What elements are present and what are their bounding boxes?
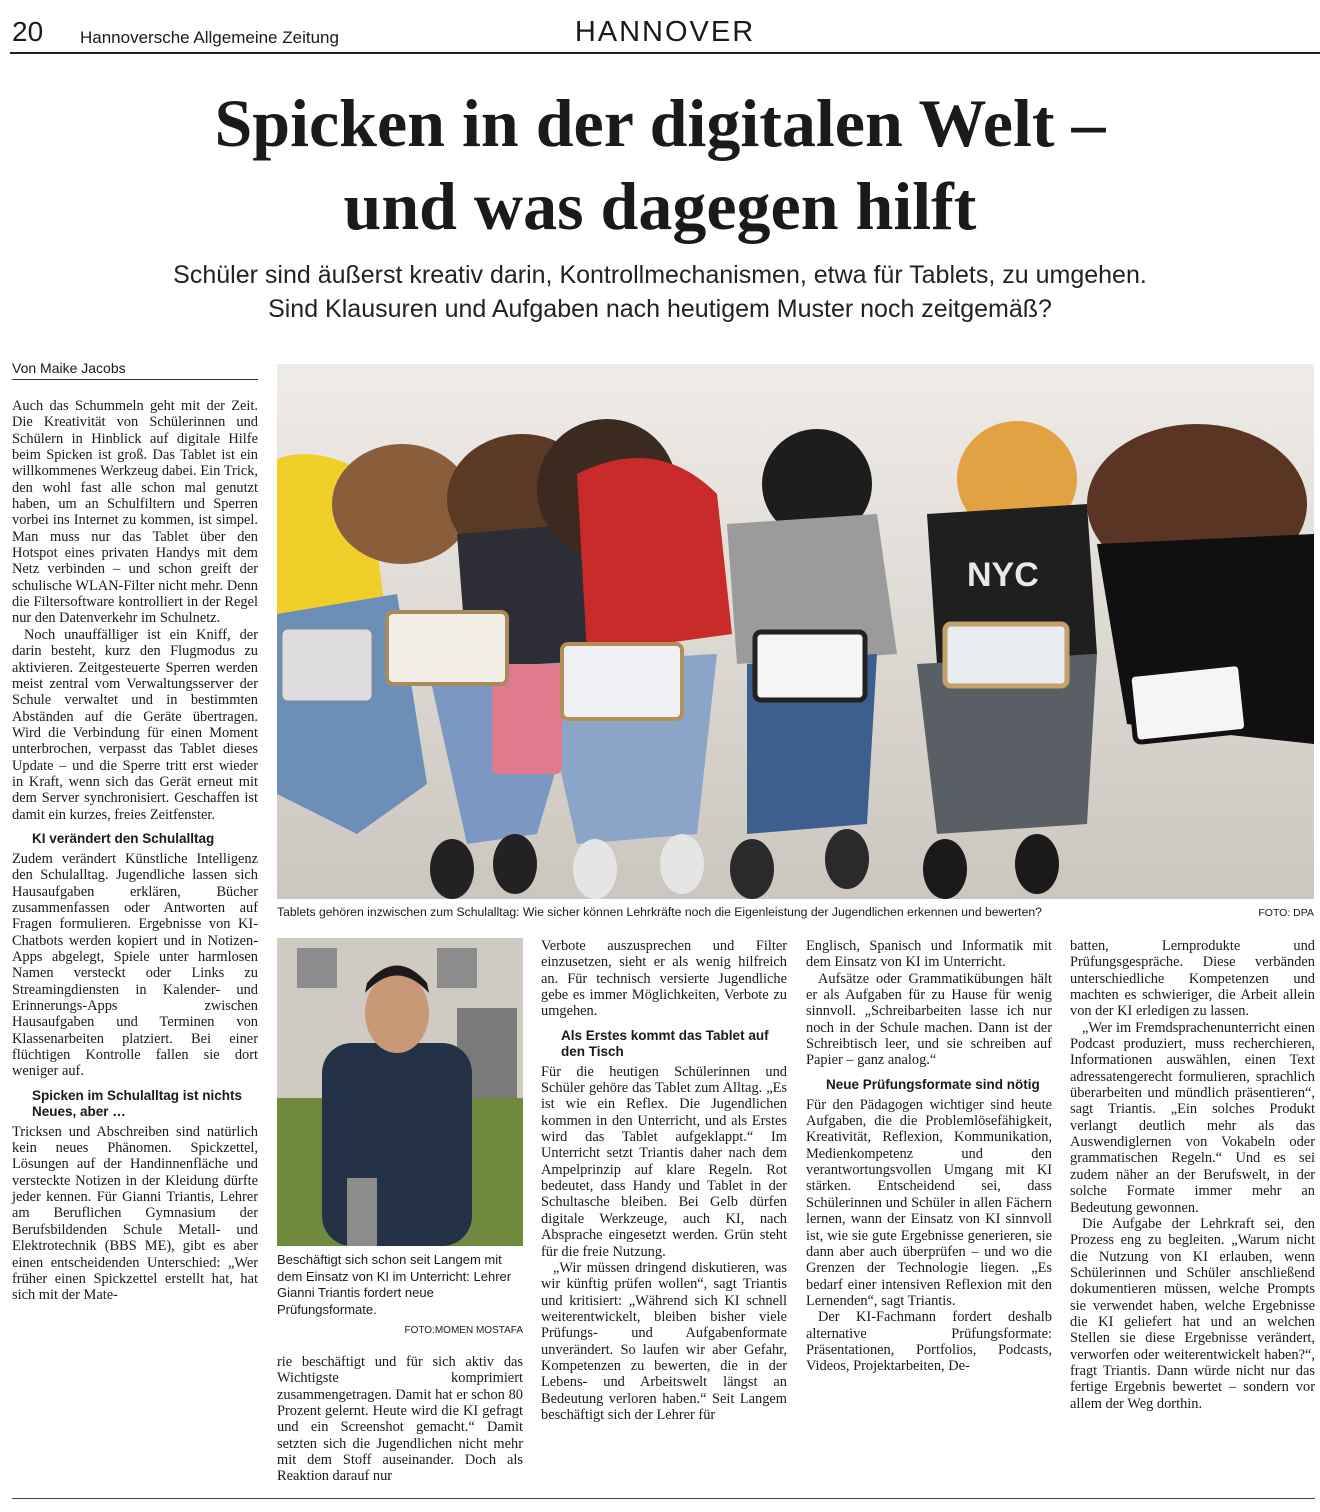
hero-photo-caption: Tablets gehören inzwischen zum Schulalltag: Wie sicher können Lehrkräfte noch die Eigenleistung der Jugendlichen erkennen und bewerten? [277, 905, 1042, 919]
subheading: Neue Prüfungsformate sind nötig [826, 1076, 1040, 1092]
paragraph: Der KI-Fachmann fordert deshalb alternative Prüfungsformate: Präsentationen, Portfolios, Podcasts, Videos, Projektarbeiten, De- [806, 1309, 1052, 1375]
paragraph: Verbote auszusprechen und Filter einzusetzen, sieht er als wenig hilfreich an. Für technisch versierte Jugendliche gebe es immer Möglichkeiten, Verbote zu umgehen. [541, 938, 787, 1020]
headline-line-1: Spicken in der digitalen Welt – [214, 85, 1106, 161]
hero-photo [277, 364, 1314, 899]
teacher-portrait-illustration [277, 938, 523, 1246]
article-column-4 [806, 938, 1052, 1375]
subheading: Spicken im Schulalltag ist nichts Neues, aber … [32, 1087, 243, 1119]
paragraph: Auch das Schummeln geht mit der Zeit. Die Kreativität von Schülerinnen und Schülern in Hinblick auf digitale Hilfe beim Spicken ist groß. Das Tablet ist ein willkommenes Werkzeug dabei. Ein Trick, den wohl fast alle schon mal genutzt haben, um an Schulfiltern und Sperren vorbei ins Internet zu kommen, ist simpel. Man muss nur das Tablet über den Hotspot eines privaten Handys mit dem Netz verbinden – und schon greift der schulische WLAN-Filter nicht mehr. Denn die Filtersoftware kontrolliert in der Regel nur den Datenverkehr im Schulnetz. [12, 398, 258, 627]
article-headline [0, 82, 1320, 248]
article-subheadline [0, 258, 1320, 326]
article-column-3 [541, 938, 787, 1423]
paragraph: „Wer im Fremdsprachenunterricht einen Podcast produziert, muss recherchieren, Informationen auswählen, einen Text adressatengerecht formulieren, sprachlich überarbeiten und mündlich präsentieren“, sagt Triantis. „Ein solches Produkt verlangt deutlich mehr als das Auswendiglernen von Vokabeln oder grammatischen Regeln.“ Und es sei zudem näher an der Berufswelt, in der solche Formate immer mehr an Bedeutung gewonnen. [1070, 1019, 1315, 1216]
paragraph: Zudem verändert Künstliche Intelligenz den Schulalltag. Jugendliche lassen sich Hausaufgaben erklären, Bücher zusammenfassen oder Antworten auf Fragen formulieren. Ergebnisse von KI-Chatbots werden kopiert und in Notizen-Apps abgelegt, Spiele unter harmlosen Namen versteckt oder Links zu Streamingdiensten in Kalender- und Erinnerungs-Apps zwischen Hausaufgaben und Terminen von Klassenarbeiten platziert. Bei einer flüchtigen Kontrolle fallen sie dort weniger auf. [12, 850, 258, 1080]
portrait-photo-credit: FOTO:MOMEN MOSTAFA [404, 1325, 523, 1336]
paragraph: Die Aufgabe der Lehrkraft sei, den Prozess eng zu begleiten. „Warum nicht die Nutzung von KI erlauben, wenn Schülerinnen und Schüler anschließend dokumentieren müssen, welche Prompts sie verwendet haben, welche Ergebnisse die KI geliefert hat und an welchen Stellen sie diese Ergebnisse verändert, verworfen oder weiterentwickelt haben?“, fragt Triantis. Dann würde nicht nur das fertige Ergebnis bewertet – sondern vor allem der Weg dorthin. [1070, 1215, 1315, 1412]
article-column-5 [1070, 938, 1315, 1412]
page-header [10, 16, 1320, 54]
portrait-photo-caption: Beschäftigt sich schon seit Langem mit dem Einsatz von KI im Unterricht: Lehrer Gianni Triantis fordert neue Prüfungsformate. [277, 1252, 512, 1317]
subheading: KI verändert den Schulalltag [32, 830, 215, 846]
subheadline-line-2: Sind Klausuren und Aufgaben nach heutigem Muster noch zeitgemäß? [268, 295, 1052, 323]
paragraph: Englisch, Spanisch und Informatik mit dem Einsatz von KI im Unterricht. [806, 938, 1052, 971]
footer-rule [12, 1498, 1315, 1499]
section-title: HANNOVER [574, 16, 756, 48]
paragraph: Aufsätze oder Grammatikübungen hält er als Aufgaben für zu Hause für wenig sinnvoll. „Schreibarbeiten lasse ich nur noch in der Schule machen. Dann ist der Schreibtisch leer, und sie schreiben auf Papier – ganz analog.“ [806, 970, 1052, 1069]
newspaper-name: Hannoversche Allgemeine Zeitung [80, 28, 339, 47]
paragraph: rie beschäftigt und für sich aktiv das Wichtigste komprimiert zusammengetragen. Damit hat er schon 80 Prozent gelernt. Heute wird die KI gefragt und ein Screenshot gemacht.“ Damit setzten sich die Jugendlichen nicht mehr mit dem Stoff auseinander. Doch als Reaktion darauf nur [277, 1354, 523, 1485]
headline-line-2: und was dagegen hilft [343, 168, 977, 244]
paragraph: batten, Lernprodukte und Prüfungsgespräche. Diese verbänden unterschiedliche Kompetenzen und machten es schwieriger, die Arbeit allein von der KI erledigen zu lassen. [1070, 938, 1315, 1020]
paragraph: Tricksen und Abschreiben sind natürlich kein neues Phänomen. Spickzettel, Lösungen auf der Handinnenfläche und versteckte Notizen in der Kleidung dürfte jeder kennen. Für Gianni Triantis, Lehrer am Beruflichen Gymnasium der Berufsbildenden Schule Metall- und Elektrotechnik (BBS ME), gibt es aber einen entscheidenden Unterschied: „Wer früher einen Spickzettel erstellt hat, hat sich mit der Mate- [12, 1123, 258, 1304]
page-number: 20 [12, 16, 44, 47]
shirt-print: NYC [967, 556, 1039, 594]
portrait-photo [277, 938, 523, 1246]
paragraph: Für die heutigen Schülerinnen und Schüler gehöre das Tablet zum Alltag. „Es ist wie ein Reflex. Die Jugendlichen kommen in den Unterricht, und als Erstes wird das Tablet aufgeklappt.“ Im Unterricht setzt Triantis daher nach dem Ampelprinzip auf klare Regeln. Rot bedeutet, dass Handy und Tablet in der Schultasche bleiben. Bei Gelb dürfen digitale Werkzeuge, auch KI, nach Absprache eingesetzt werden. Grün steht für die freie Nutzung. [541, 1063, 787, 1260]
byline: Von Maike Jacobs [12, 360, 258, 380]
hero-photo-credit: FOTO: DPA [1258, 907, 1314, 919]
paragraph: Für den Pädagogen wichtiger sind heute Aufgaben, die die Problemlösefähigkeit, Kreativität, Reflexion, Kommunikation, Medienkompetenz und den verantwortungsvollen Umgang mit KI stärken. Entscheidend sei, dass Schülerinnen und Schüler in allen Fächern lernen, wann der Einsatz von KI sinnvoll ist, wie sie gute Ergebnisse generieren, sie dann aber auch überprüfen – und wo die Grenzen der Technologie liegen. „Es bedarf einer intensiven Reflexion mit den Lernenden“, sagt Triantis. [806, 1096, 1052, 1309]
students-with-tablets-illustration [277, 364, 1314, 899]
paragraph: Noch unauffälliger ist ein Kniff, der darin besteht, kurz den Flugmodus zu aktivieren. Zeitgesteuerte Sperren werden meist zentral vom Verwaltungsserver der Schule verwaltet und in bestimmten Abständen auf die Geräte übertragen. Wird die Verbindung für einen Moment unterbrochen, verpasst das Tablet dieses Update – und die Sperre tritt erst wieder in Kraft, wenn sich das Gerät erneut mit dem Server synchronisiert. Geschaffen ist damit ein kurzes, freies Zeitfenster. [12, 626, 258, 823]
subheadline-line-1: Schüler sind äußerst kreativ darin, Kontrollmechanismen, etwa für Tablets, zu umgehen. [173, 261, 1147, 289]
article-column-2 [277, 1354, 523, 1485]
article-column-1 [12, 398, 258, 1304]
subheading: Als Erstes kommt das Tablet auf den Tisch [561, 1027, 769, 1059]
paragraph: „Wir müssen dringend diskutieren, was wir künftig prüfen wollen“, sagt Triantis und kritisiert: „Während sich KI schnell weiterentwickelt, bleiben bisher viele Prüfungs- und Aufgabenformate unverändert. So laufen wir aber Gefahr, Kompetenzen zu bewerten, die in der Lebens- und Arbeitswelt längst an Bedeutung verloren haben.“ Seit Langem beschäftigt sich der Lehrer für [541, 1259, 787, 1423]
